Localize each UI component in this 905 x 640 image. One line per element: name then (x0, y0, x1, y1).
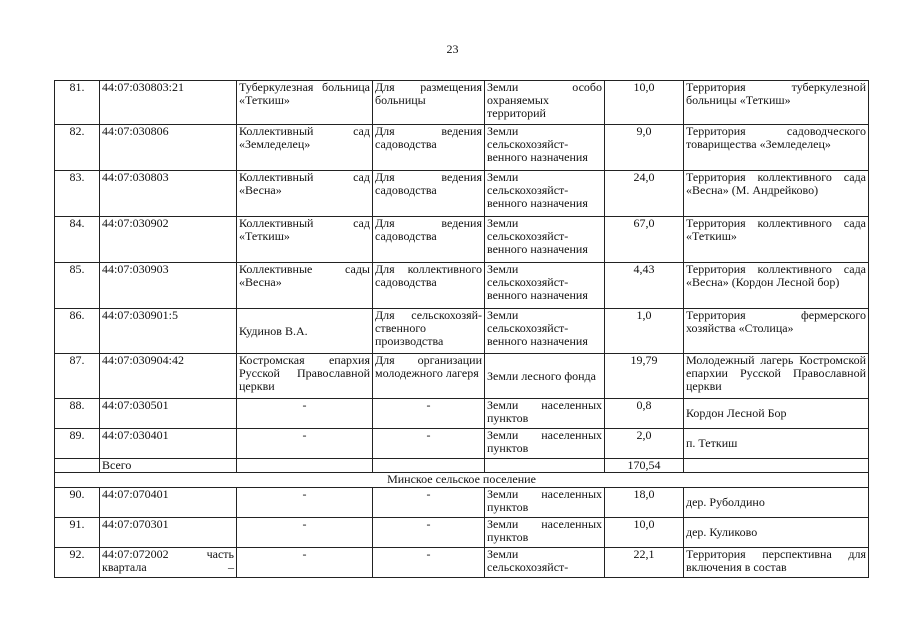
purpose-cell: Для размещения больницы (373, 81, 485, 125)
row-number: 84. (55, 217, 100, 263)
cadastral-number: 44:07:030803 (100, 171, 237, 217)
territory-cell: Территория туберкулезной больницы «Теткиш» (684, 81, 869, 125)
row-number: 83. (55, 171, 100, 217)
table-row (55, 81, 869, 125)
land-category-cell: Земли населенных пунктов (485, 429, 605, 459)
owner-cell: - (237, 518, 373, 548)
territory-cell: Территория перспективна для включения в состав (684, 548, 869, 578)
section-title: Минское сельское поселение (55, 473, 869, 488)
row-number: 88. (55, 399, 100, 429)
row-number: 82. (55, 125, 100, 171)
cadastral-number: 44:07:070301 (100, 518, 237, 548)
table-row (55, 217, 869, 263)
cadastral-number: 44:07:030501 (100, 399, 237, 429)
cadastral-number: 44:07:070401 (100, 488, 237, 518)
table-row (55, 263, 869, 309)
owner-cell: Коллективные сады «Весна» (237, 263, 373, 309)
land-category-cell: Земли сельскохозяйст-венного назначения (485, 171, 605, 217)
empty-cell (237, 459, 373, 473)
table-row (55, 429, 869, 459)
cadastral-number: 44:07:030901:5 (100, 309, 237, 354)
table-row (55, 125, 869, 171)
table-row (55, 171, 869, 217)
empty-cell (373, 459, 485, 473)
row-number: 81. (55, 81, 100, 125)
owner-cell: Костромская епархия Русской Православной церкви (237, 354, 373, 399)
table-row (55, 518, 869, 548)
land-category-cell: Земли сельскохозяйст-венного назначения (485, 125, 605, 171)
purpose-cell: - (373, 548, 485, 578)
row-number: 89. (55, 429, 100, 459)
empty-cell (485, 459, 605, 473)
territory-cell: Молодежный лагерь Костромской епархии Русской Православной церкви (684, 354, 869, 399)
purpose-cell: Для ведения садоводства (373, 171, 485, 217)
owner-cell: - (237, 429, 373, 459)
purpose-cell: - (373, 518, 485, 548)
table-body (55, 81, 869, 578)
territory-cell: дер. Куликово (684, 518, 869, 548)
cadastral-number: 44:07:030803:21 (100, 81, 237, 125)
cadastral-number: 44:07:030401 (100, 429, 237, 459)
area-cell: 9,0 (605, 125, 684, 171)
territory-cell: Территория коллективного сада «Теткиш» (684, 217, 869, 263)
area-cell: 0,8 (605, 399, 684, 429)
owner-cell: Кудинов В.А. (237, 309, 373, 354)
area-cell: 4,43 (605, 263, 684, 309)
land-category-cell: Земли особо охраняемых территорий (485, 81, 605, 125)
territory-cell: Территория садоводческого товарищества «Земледелец» (684, 125, 869, 171)
territory-cell: Кордон Лесной Бор (684, 399, 869, 429)
page-number: 23 (446, 42, 459, 56)
land-category-cell: Земли лесного фонда (485, 354, 605, 399)
row-number: 92. (55, 548, 100, 578)
area-cell: 10,0 (605, 518, 684, 548)
land-plots-table (54, 80, 869, 578)
owner-cell: - (237, 399, 373, 429)
purpose-cell: Для коллективного садоводства (373, 263, 485, 309)
owner-cell: - (237, 488, 373, 518)
cadastral-number: 44:07:072002 часть квартала – (100, 548, 237, 578)
row-number: 87. (55, 354, 100, 399)
owner-cell: Коллективный сад «Весна» (237, 171, 373, 217)
table-row (55, 354, 869, 399)
land-category-cell: Земли населенных пунктов (485, 488, 605, 518)
territory-cell: Территория коллективного сада «Весна» (М. Андрейково) (684, 171, 869, 217)
area-cell: 10,0 (605, 81, 684, 125)
purpose-cell: Для ведения садоводства (373, 125, 485, 171)
land-category-cell: Земли сельскохозяйст-венного назначения (485, 263, 605, 309)
area-cell: 1,0 (605, 309, 684, 354)
section-row (55, 473, 869, 488)
territory-cell: Территория фермерского хозяйства «Столица» (684, 309, 869, 354)
table-row (55, 548, 869, 578)
table-row (55, 488, 869, 518)
purpose-cell: - (373, 429, 485, 459)
territory-cell: Территория коллективного сада «Весна» (Кордон Лесной бор) (684, 263, 869, 309)
land-category-cell: Земли населенных пунктов (485, 399, 605, 429)
cadastral-number: 44:07:030903 (100, 263, 237, 309)
table-row (55, 399, 869, 429)
owner-cell: - (237, 548, 373, 578)
area-cell: 67,0 (605, 217, 684, 263)
purpose-cell: Для сельскохозяй-ственного производства (373, 309, 485, 354)
purpose-cell: - (373, 488, 485, 518)
purpose-cell: Для ведения садоводства (373, 217, 485, 263)
empty-cell (55, 459, 100, 473)
total-area: 170,54 (605, 459, 684, 473)
area-cell: 19,79 (605, 354, 684, 399)
row-number: 85. (55, 263, 100, 309)
row-number: 90. (55, 488, 100, 518)
row-number: 91. (55, 518, 100, 548)
area-cell: 18,0 (605, 488, 684, 518)
cadastral-number: 44:07:030904:42 (100, 354, 237, 399)
territory-cell: дер. Руболдино (684, 488, 869, 518)
territory-cell: п. Теткиш (684, 429, 869, 459)
owner-cell: Туберкулезная больница «Теткиш» (237, 81, 373, 125)
table-row (55, 309, 869, 354)
area-cell: 2,0 (605, 429, 684, 459)
purpose-cell: Для организации молодежного лагеря (373, 354, 485, 399)
total-row (55, 459, 869, 473)
owner-cell: Коллективный сад «Земледелец» (237, 125, 373, 171)
land-category-cell: Земли сельскохозяйст- (485, 548, 605, 578)
area-cell: 22,1 (605, 548, 684, 578)
cadastral-number: 44:07:030806 (100, 125, 237, 171)
land-category-cell: Земли сельскохозяйст-венного назначения (485, 217, 605, 263)
area-cell: 24,0 (605, 171, 684, 217)
land-category-cell: Земли населенных пунктов (485, 518, 605, 548)
owner-cell: Коллективный сад «Теткиш» (237, 217, 373, 263)
row-number: 86. (55, 309, 100, 354)
land-category-cell: Земли сельскохозяйст-венного назначения (485, 309, 605, 354)
empty-cell (684, 459, 869, 473)
total-label: Всего (100, 459, 237, 473)
purpose-cell: - (373, 399, 485, 429)
cadastral-number: 44:07:030902 (100, 217, 237, 263)
